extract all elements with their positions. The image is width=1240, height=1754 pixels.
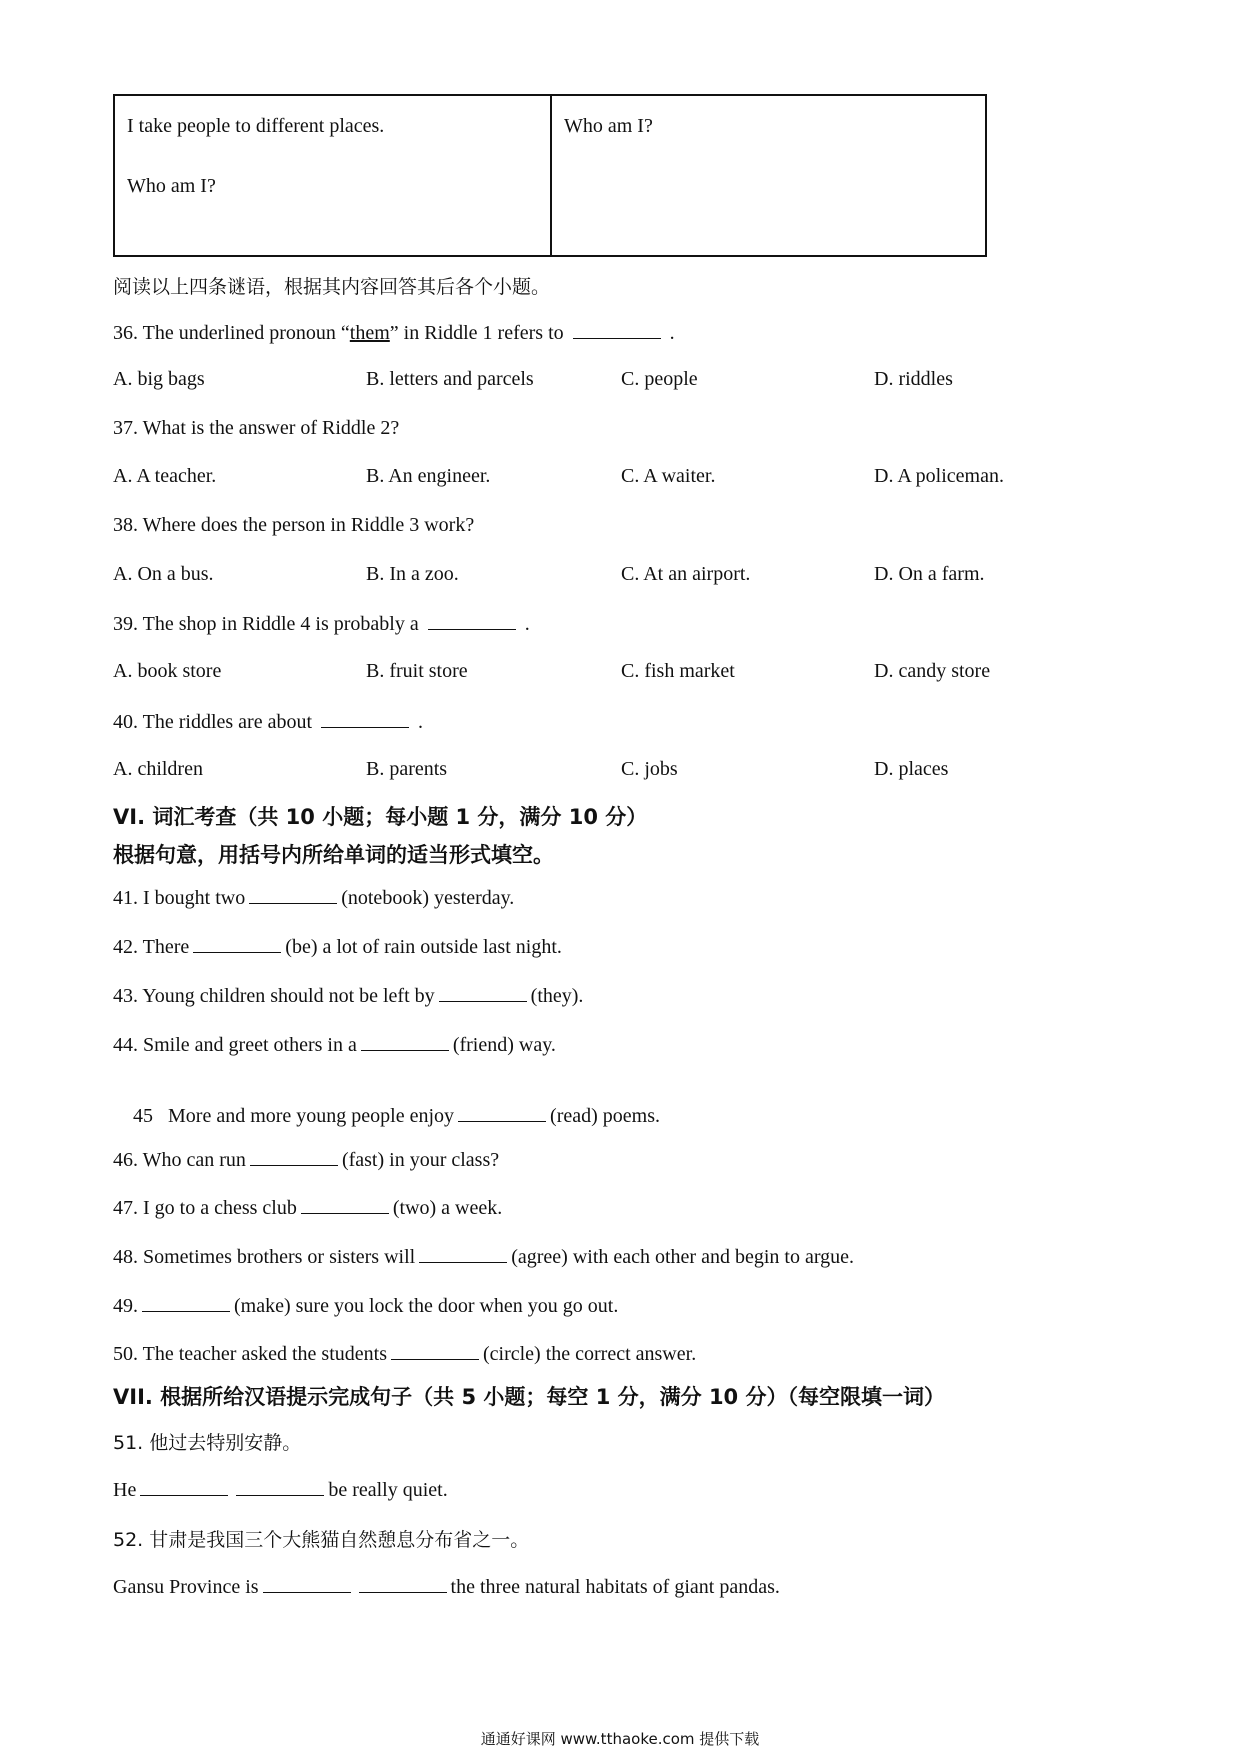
option-d[interactable]: D. riddles — [874, 368, 953, 390]
answer-blank[interactable] — [361, 1032, 449, 1051]
options-36 — [113, 368, 1073, 394]
option-a[interactable]: A. A teacher. — [113, 465, 217, 487]
answer-blank[interactable] — [391, 1341, 479, 1360]
option-b[interactable]: B. In a zoo. — [366, 563, 459, 585]
answer-blank[interactable] — [236, 1477, 324, 1496]
section-7-title: VII. 根据所给汉语提示完成句子（共 5 小题；每空 1 分，满分 10 分）（每空限填一词） — [113, 1385, 945, 1409]
option-c[interactable]: C. jobs — [621, 758, 678, 780]
question-45: 45 More and more young people enjoy (read) poems. — [133, 1105, 660, 1127]
question-50: 50. The teacher asked the students (circle) the correct answer. — [113, 1343, 697, 1365]
answer-blank[interactable] — [140, 1477, 228, 1496]
answer-blank[interactable] — [573, 320, 661, 339]
question-49: 49. (make) sure you lock the door when you go out. — [113, 1295, 619, 1317]
answer-blank[interactable] — [458, 1103, 546, 1122]
question-52-prompt: 52. 甘肃是我国三个大熊猫自然憩息分布省之一。 — [113, 1529, 530, 1551]
option-c[interactable]: C. A waiter. — [621, 465, 716, 487]
riddle-text: I take people to different places. — [127, 115, 385, 137]
answer-blank[interactable] — [321, 709, 409, 728]
answer-blank[interactable] — [359, 1574, 447, 1593]
question-48: 48. Sometimes brothers or sisters will (agree) with each other and begin to argue. — [113, 1246, 855, 1268]
option-b[interactable]: B. parents — [366, 758, 448, 780]
option-a[interactable]: A. children — [113, 758, 203, 780]
question-47: 47. I go to a chess club (two) a week. — [113, 1197, 503, 1219]
question-51: He be really quiet. — [113, 1479, 448, 1501]
riddle-cell-left — [115, 96, 552, 255]
answer-blank[interactable] — [428, 611, 516, 630]
question-42: 42. There (be) a lot of rain outside last night. — [113, 936, 562, 958]
question-46: 46. Who can run (fast) in your class? — [113, 1149, 500, 1171]
option-b[interactable]: B. letters and parcels — [366, 368, 534, 390]
riddle-cell-right — [552, 96, 985, 255]
riddle-question: Who am I? — [564, 115, 653, 137]
option-d[interactable]: D. A policeman. — [874, 465, 1004, 487]
option-a[interactable]: A. book store — [113, 660, 222, 682]
option-d[interactable]: D. candy store — [874, 660, 991, 682]
reading-instruction: 阅读以上四条谜语，根据其内容回答其后各个小题。 — [113, 276, 551, 298]
answer-blank[interactable] — [439, 983, 527, 1002]
options-38 — [113, 563, 1073, 589]
question-41: 41. I bought two (notebook) yesterday. — [113, 887, 515, 909]
answer-blank[interactable] — [250, 1147, 338, 1166]
answer-blank[interactable] — [142, 1293, 230, 1312]
option-c[interactable]: C. people — [621, 368, 698, 390]
answer-blank[interactable] — [301, 1195, 389, 1214]
option-b[interactable]: B. An engineer. — [366, 465, 491, 487]
option-a[interactable]: A. big bags — [113, 368, 205, 390]
question-39: 39. The shop in Riddle 4 is probably a . — [113, 613, 530, 635]
question-37: 37. What is the answer of Riddle 2? — [113, 417, 400, 439]
section-6-subtitle: 根据句意，用括号内所给单词的适当形式填空。 — [113, 843, 554, 867]
footer-watermark: 通通好课网 www.tthaoke.com 提供下载 — [480, 1730, 760, 1748]
question-38: 38. Where does the person in Riddle 3 work? — [113, 514, 475, 536]
option-c[interactable]: C. At an airport. — [621, 563, 751, 585]
question-51-prompt: 51. 他过去特别安静。 — [113, 1432, 302, 1454]
question-40: 40. The riddles are about . — [113, 711, 424, 733]
options-40 — [113, 758, 1073, 784]
option-d[interactable]: D. places — [874, 758, 949, 780]
option-d[interactable]: D. On a farm. — [874, 563, 985, 585]
section-6-title: VI. 词汇考查（共 10 小题；每小题 1 分，满分 10 分） — [113, 805, 648, 829]
option-a[interactable]: A. On a bus. — [113, 563, 214, 585]
riddle-question: Who am I? — [127, 175, 216, 197]
underlined-word: them — [349, 322, 390, 344]
question-43: 43. Young children should not be left by (they). — [113, 985, 584, 1007]
options-39 — [113, 660, 1073, 686]
riddle-table — [113, 94, 987, 257]
option-b[interactable]: B. fruit store — [366, 660, 468, 682]
question-36: 36. The underlined pronoun “them” in Riddle 1 refers to . — [113, 322, 675, 344]
answer-blank[interactable] — [263, 1574, 351, 1593]
answer-blank[interactable] — [249, 885, 337, 904]
question-52: Gansu Province is the three natural habitats of giant pandas. — [113, 1576, 780, 1598]
answer-blank[interactable] — [193, 934, 281, 953]
question-44: 44. Smile and greet others in a (friend) way. — [113, 1034, 556, 1056]
options-37 — [113, 465, 1073, 491]
answer-blank[interactable] — [419, 1244, 507, 1263]
option-c[interactable]: C. fish market — [621, 660, 735, 682]
